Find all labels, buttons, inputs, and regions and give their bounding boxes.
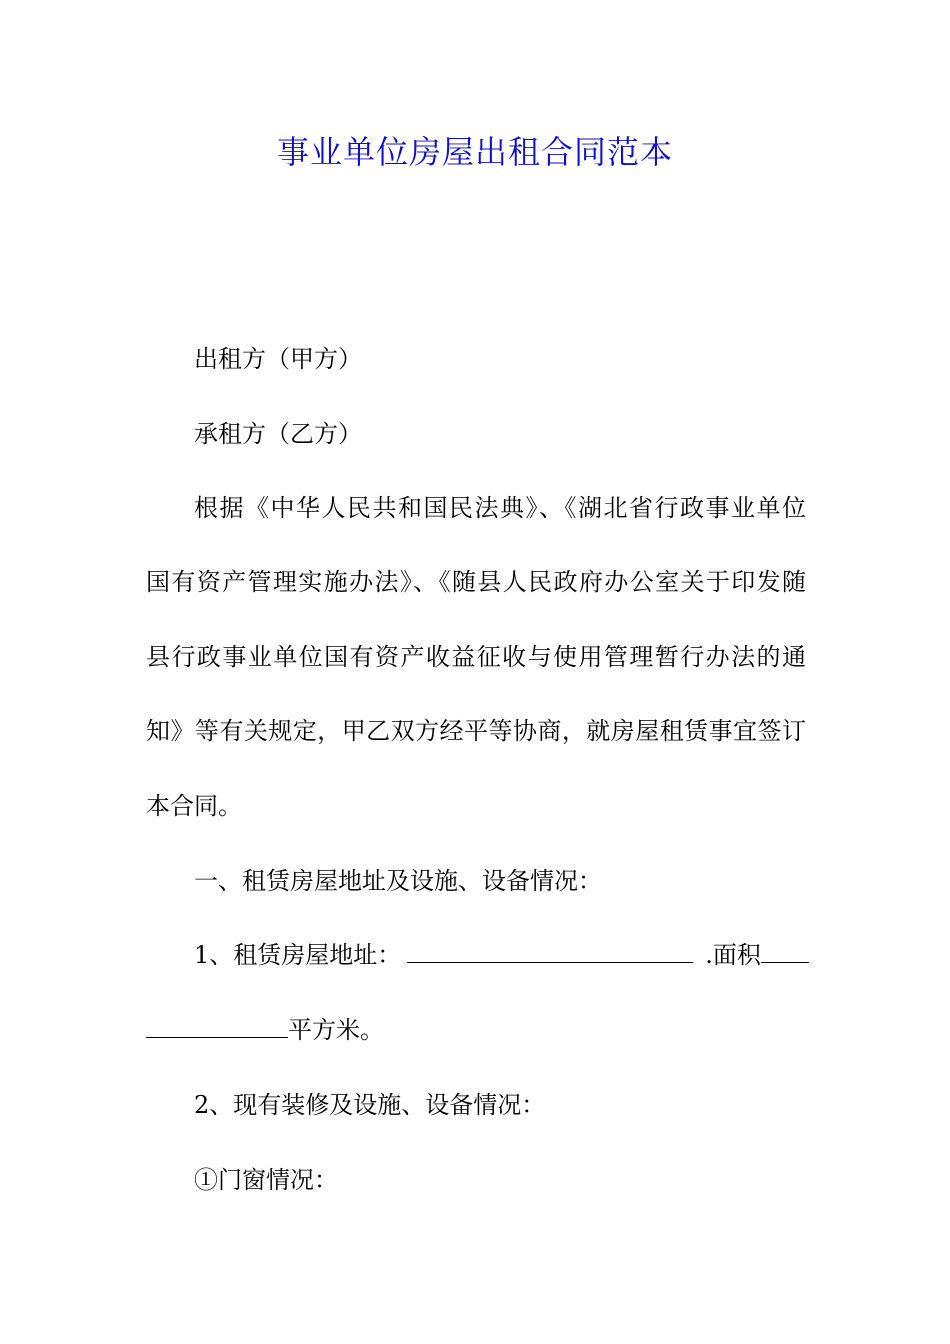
lessee-line: 承租方（乙方）	[194, 420, 362, 448]
section-1-heading: 一、租赁房屋地址及设施、设备情况：	[194, 867, 602, 895]
item-1-prefix: 1、租赁房屋地址：	[194, 941, 402, 969]
basis-paragraph-line-2: 国有资产管理实施办法》、《随县人民政府办公室关于印发随	[146, 568, 806, 596]
basis-paragraph-line-4: 知》等有关规定，甲乙双方经平等协商，就房屋租赁事宜签订	[146, 717, 806, 745]
area-blank-part-2	[146, 1013, 288, 1038]
basis-paragraph-line-3: 县行政事业单位国有资产收益征收与使用管理暂行办法的通	[146, 643, 806, 671]
item-2-line: 2、现有装修及设施、设备情况：	[194, 1091, 546, 1119]
item-1-suffix: 平方米。	[288, 1016, 384, 1044]
item-2-1-line: ①门窗情况：	[194, 1166, 338, 1194]
address-blank	[407, 938, 693, 963]
basis-paragraph-line-5: 本合同。	[146, 792, 242, 820]
lessor-line: 出租方（甲方）	[194, 345, 362, 373]
item-1-address-line	[194, 937, 809, 973]
item-1-area-line	[146, 1012, 384, 1048]
area-blank-part-1	[761, 938, 809, 963]
document-title: 事业单位房屋出租合同范本	[276, 133, 673, 171]
basis-paragraph-line-1: 根据《中华人民共和国民法典》、《湖北省行政事业单位	[194, 494, 806, 522]
item-1-area-label: .面积	[705, 941, 761, 969]
